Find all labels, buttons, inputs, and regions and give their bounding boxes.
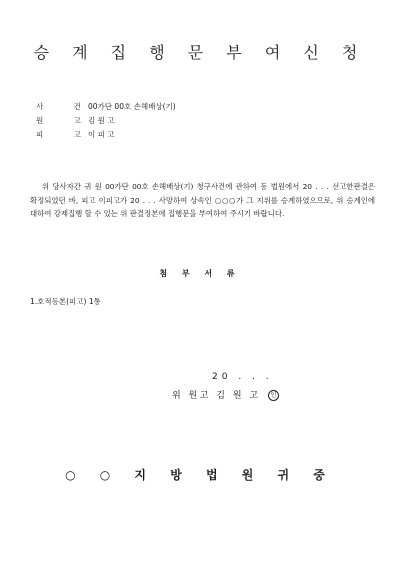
signer-line bbox=[172, 388, 279, 401]
plaintiff-label: 원 고 bbox=[36, 116, 95, 125]
defendant-label: 피 고 bbox=[36, 130, 95, 139]
signer-name: 위 원고 김 원 고 bbox=[172, 391, 261, 401]
seal-icon: 인 bbox=[268, 390, 279, 401]
attachments-heading: 첨 부 서 류 bbox=[159, 269, 241, 278]
court-addressee: ○ ○ 지 방 법 원 귀 중 bbox=[65, 468, 335, 482]
document-title: 승 계 집 행 문 부 여 신 청 bbox=[33, 43, 367, 62]
defendant-value: 이 피 고 bbox=[88, 130, 115, 139]
plaintiff-value: 김 원 고 bbox=[88, 116, 115, 125]
attachment-item: 1.호적등본(피고) 1통 bbox=[30, 297, 101, 306]
case-info-row bbox=[36, 101, 176, 112]
filing-date: 20 . . . bbox=[212, 372, 273, 382]
case-value: 00가단 00호 손해배상(기) bbox=[88, 102, 176, 111]
request-body-paragraph: 위 당사자간 귀 원 00가단 00호 손해배상(기) 청구사건에 관하여 동 법원에서 20 . . . 선고한판결은 확정되었던 바, 피고 이피고가 20 . . . 사망하여 상속인 ○○○가 그 지위를 승계하였으므로, 위 승계인에 대하여 강제집행 할 수 있는 위 판결정본에 집행문을 부여하여 주시기 바랍니다. bbox=[30, 182, 375, 218]
case-label: 사 건 bbox=[36, 102, 95, 111]
plaintiff-info-row bbox=[36, 115, 115, 126]
defendant-info-row bbox=[36, 129, 115, 140]
